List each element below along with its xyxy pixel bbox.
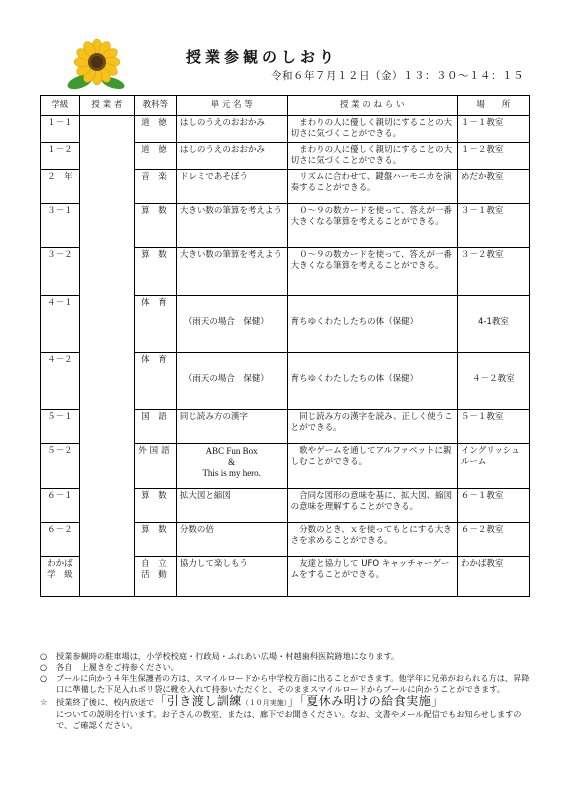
row-grade: ６－２ — [41, 523, 80, 557]
footer-event-1-end: 」 — [287, 694, 300, 708]
row-place: １－１教室 — [457, 116, 529, 143]
row-aim: まわりの人に優しく親切にすることの大切さに気づくことができる。 — [287, 116, 457, 143]
circle-bullet-icon: ○ — [40, 673, 48, 683]
row-subject: 国 語 — [135, 410, 177, 444]
rain-aim: 育ちゆくわたしたちの体（保健） — [290, 317, 419, 327]
row-subject: 算 数 — [135, 204, 177, 248]
row-subject: 音 楽 — [135, 170, 177, 204]
footer-line — [40, 696, 535, 709]
event-date: 令和６年７月１２日（金）１３：３０～１４：１５ — [271, 70, 524, 82]
note-text: プールに向かう４年生保護者の方は、スマイルロードから中学校方面に出ることができます。他学年に兄弟がおられる方は、昇降口に準備した下足入れポリ袋に靴を入れて持参いただくと、そのままスマイルロードからプールに向かうことができます。 — [56, 673, 530, 694]
row-place: ３－１教室 — [457, 204, 529, 248]
unit-line: & — [228, 457, 236, 467]
row-aim: リズムに合わせて、鍵盤ハーモニカを演奏することができる。 — [287, 170, 457, 204]
unit-line: ABC Fun Box — [205, 446, 258, 456]
row-aim: 分数のとき、ｘを使ってもとにする大きさを求めることができる。 — [287, 523, 457, 557]
row-grade: ４－１ — [41, 296, 80, 353]
rain-note: （雨天の場合 保健） — [183, 374, 269, 384]
star-bullet-icon: ☆ — [40, 697, 48, 707]
row-place: １－２教室 — [457, 143, 529, 170]
row-place: ６－２教室 — [457, 523, 529, 557]
row-grade: ６－１ — [41, 489, 80, 523]
row-subject: 道 徳 — [135, 143, 177, 170]
row-unit: 大きい数の筆算を考えよう — [176, 248, 287, 296]
row-unit: はしのうえのおおかみ — [176, 143, 287, 170]
row-place — [457, 353, 529, 410]
row-aim: 合同な図形の意味を基に、拡大図、縮図の意味を理解することができる。 — [287, 489, 457, 523]
footer-event-1-note: （１０月実施） — [241, 699, 288, 707]
schedule-table — [40, 95, 530, 597]
footer-lead: 授業終了後に、校内放送で — [56, 697, 155, 707]
row-aim — [287, 296, 457, 353]
page-title: 授業参観のしおり — [186, 48, 339, 66]
circle-bullet-icon: ○ — [40, 651, 48, 661]
notes-list — [40, 651, 535, 695]
row-aim: 友達と協力して UFO キャッチャーゲームをすることができる。 — [287, 557, 457, 597]
row-aim: まわりの人に優しく親切にすることの大切さに気づくことができる。 — [287, 143, 457, 170]
row-place — [457, 296, 529, 353]
row-grade: １－２ — [41, 143, 80, 170]
row-place: ６－１教室 — [457, 489, 529, 523]
row-unit: 分数の倍 — [176, 523, 287, 557]
row-grade: わかば学 級 — [41, 557, 80, 597]
unit-line: This is my hero. — [202, 468, 261, 478]
row-place: めだか教室 — [457, 170, 529, 204]
row-aim: 同じ読み方の漢字を読み、正しく使うことができる。 — [287, 410, 457, 444]
header-aim: 授 業 の ね ら い — [287, 96, 457, 116]
row-aim: ０～９の数カードを使って、答えが一番大きくなる筆算を考えることができる。 — [287, 204, 457, 248]
row-aim — [287, 353, 457, 410]
row-subject: 算 数 — [135, 523, 177, 557]
header-grade: 学級 — [41, 96, 80, 116]
footer-notice — [40, 696, 535, 731]
header-place: 場 所 — [457, 96, 529, 116]
row-unit: ドレミであそぼう — [176, 170, 287, 204]
row-unit — [176, 353, 287, 410]
row-unit: はしのうえのおおかみ — [176, 116, 287, 143]
footer-body: についての説明を行います。お子さんの教室、または、廊下でお聞きください。なお、文書やメール配信でもお知らせしますので、ご確認ください。 — [56, 709, 522, 730]
circle-bullet-icon: ○ — [40, 662, 48, 672]
rain-place: ４－２教室 — [472, 374, 515, 384]
header-teacher: 授 業 者 — [79, 96, 134, 116]
row-grade: ５－１ — [41, 410, 80, 444]
row-unit: 大きい数の筆算を考えよう — [176, 204, 287, 248]
note-item — [40, 673, 535, 695]
row-subject: 算 数 — [135, 489, 177, 523]
note-item — [40, 662, 535, 673]
rain-aim: 育ちゆくわたしたちの体（保健） — [290, 374, 419, 384]
row-unit: 協力して楽しもう — [176, 557, 287, 597]
note-text: 授業参観時の駐車場は，小学校校庭・行政局・ふれあい広場・村越歯科医院跡地になります。 — [56, 651, 400, 661]
row-grade: ２ 年 — [41, 170, 80, 204]
row-unit: 拡大図と縮図 — [176, 489, 287, 523]
footer-event-1: 「引き渡し訓練 — [154, 694, 242, 708]
row-unit — [176, 444, 287, 489]
row-subject: 道 徳 — [135, 116, 177, 143]
table-row — [41, 116, 530, 143]
note-text: 各自 上履きをご持参ください。 — [56, 662, 179, 672]
row-grade: ５－２ — [41, 444, 80, 489]
row-subject: 算 数 — [135, 248, 177, 296]
row-grade: １－１ — [41, 116, 80, 143]
row-place: ３－２教室 — [457, 248, 529, 296]
row-subject: 体 育 — [135, 353, 177, 410]
row-subject: 体 育 — [135, 296, 177, 353]
footer-event-2: 「夏休み明けの給食実施」 — [299, 694, 444, 708]
row-subject: 外国語 — [135, 444, 177, 489]
row-place: イングリッシュルーム — [457, 444, 529, 489]
note-item — [40, 651, 535, 662]
row-grade: ４－２ — [41, 353, 80, 410]
row-aim: 歌やゲームを通してアルファベットに親しむことができる。 — [287, 444, 457, 489]
row-aim: ０～９の数カードを使って、答えが一番大きくなる筆算を考えることができる。 — [287, 248, 457, 296]
header-unit: 単 元 名 等 — [176, 96, 287, 116]
row-place: ５－１教室 — [457, 410, 529, 444]
row-grade: ３－２ — [41, 248, 80, 296]
row-place: わかば教室 — [457, 557, 529, 597]
header-subject: 教科等 — [135, 96, 177, 116]
row-grade: ３－１ — [41, 204, 80, 248]
teacher-column — [79, 116, 134, 597]
row-unit — [176, 296, 287, 353]
row-subject: 自 立活 動 — [135, 557, 177, 597]
table-header-row — [41, 96, 530, 116]
row-unit: 同じ読み方の漢字 — [176, 410, 287, 444]
rain-place: 4-1教室 — [477, 317, 509, 327]
sunflower-icon — [66, 38, 128, 94]
rain-note: （雨天の場合 保健） — [183, 317, 269, 327]
